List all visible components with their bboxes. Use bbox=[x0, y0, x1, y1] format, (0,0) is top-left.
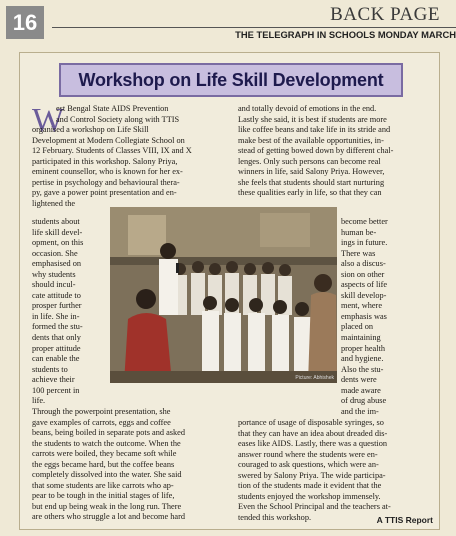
text-line: but end up being weak in the long run. There bbox=[32, 501, 182, 511]
text-line: Through the powerpoint presentation, she bbox=[32, 407, 171, 416]
text-line: the eggs became hard, but the coffee beans bbox=[32, 459, 175, 469]
text-line: opment, on this bbox=[32, 238, 84, 248]
text-line: emphasis was bbox=[341, 311, 387, 321]
text-line: make best of the available opportunities, in- bbox=[238, 135, 384, 145]
text-line: 100 percent in bbox=[32, 385, 80, 395]
text-line: 12 February. Students of Classes VIII, IX and X bbox=[32, 146, 192, 156]
left-narrow-column bbox=[32, 217, 106, 407]
text-line: est Bengal State AIDS Prevention bbox=[56, 104, 169, 113]
text-line: winners in life, said Salony Priya. However, bbox=[238, 167, 385, 177]
headline: Workshop on Life Skill Development bbox=[78, 69, 384, 90]
text-line: that some students are like carrots who ap- bbox=[32, 480, 174, 490]
text-line: life skill devel- bbox=[32, 227, 83, 237]
text-line: maintaining bbox=[341, 333, 381, 343]
masthead-rule bbox=[52, 27, 456, 28]
text-line: lenges. Only such persons can become real bbox=[238, 156, 381, 166]
text-line: pear to be tough in the initial stages of life, bbox=[32, 491, 175, 501]
text-line: she feels that students should start nurturing bbox=[238, 177, 385, 187]
text-line: achieve their bbox=[32, 375, 75, 385]
text-line: in life. She in- bbox=[32, 311, 80, 321]
byline: A TTIS Report bbox=[376, 515, 433, 525]
text-line: should incul- bbox=[32, 280, 76, 290]
right-bottom-paragraph bbox=[238, 418, 436, 523]
text-line: ment, where bbox=[341, 301, 383, 311]
text-line: completely dissolved into the water. She said bbox=[32, 470, 182, 480]
publication-line: THE TELEGRAPH IN SCHOOLS MONDAY MARCH bbox=[235, 29, 456, 40]
lead-paragraph bbox=[32, 104, 234, 209]
text-line: placed on bbox=[341, 322, 374, 332]
text-line: life. bbox=[32, 396, 46, 406]
right-top-paragraph bbox=[238, 104, 436, 199]
text-line: and totally devoid of emotions in the end. bbox=[238, 104, 377, 113]
text-line: tended this workshop. bbox=[238, 512, 312, 522]
text-line: py, gave a power point presentation and en- bbox=[32, 188, 177, 198]
text-line: sion on other bbox=[341, 269, 385, 279]
right-narrow-column bbox=[341, 217, 437, 417]
text-line: eases like AIDS. Lastly, there was a question bbox=[238, 439, 387, 449]
text-line: organised a workshop on Life Skill bbox=[32, 125, 149, 135]
left-bottom-paragraph bbox=[32, 407, 234, 523]
text-line: formed the stu- bbox=[32, 322, 83, 332]
article bbox=[19, 52, 440, 530]
text-line: are others who struggle a lot and become hard bbox=[32, 512, 185, 522]
text-line: tion of the students made it evident that the bbox=[238, 481, 382, 491]
text-line: portance of usage of disposable syringes, so bbox=[238, 418, 384, 427]
text-line: swered by Salony Priya. The wide participa- bbox=[238, 470, 386, 480]
text-line: dents that only bbox=[32, 333, 81, 343]
text-line: Even the School Principal and the teachers at- bbox=[238, 502, 391, 512]
headline-box bbox=[59, 63, 403, 97]
text-line: occasion. She bbox=[32, 248, 78, 258]
text-line: also a discus- bbox=[341, 259, 386, 269]
text-line: stead of getting bowed down by different chal- bbox=[238, 146, 394, 156]
text-line: proper attitude bbox=[32, 343, 81, 353]
text-line: can enable the bbox=[32, 354, 80, 364]
drop-cap: W bbox=[32, 102, 65, 139]
text-line: made aware bbox=[341, 385, 381, 395]
text-line: cate attitude to bbox=[32, 290, 81, 300]
text-line: pertise in psychology and behavioural thera- bbox=[32, 177, 180, 187]
text-line: participated in this workshop. Salony Priya, bbox=[32, 156, 178, 166]
text-line: that they can have an idea about dreaded dis- bbox=[238, 428, 388, 438]
page-number-badge: 16 bbox=[6, 6, 44, 39]
text-line: eminent counsellor, who is known for her ex- bbox=[32, 167, 183, 177]
text-line: these qualities early in life, so that they can bbox=[238, 188, 382, 198]
text-line: become better bbox=[341, 217, 388, 226]
text-line: carrots were boiled, they became soft while bbox=[32, 449, 177, 459]
text-line: There was bbox=[341, 248, 376, 258]
workshop-photo bbox=[110, 207, 337, 383]
text-line: emphasised on bbox=[32, 259, 82, 269]
text-line: Also the stu- bbox=[341, 364, 384, 374]
text-line: students enjoyed the workshop immensely. bbox=[238, 491, 381, 501]
section-title: BACK PAGE bbox=[330, 4, 440, 25]
text-line: answer round where the students were en- bbox=[238, 449, 378, 459]
text-line: ings in future. bbox=[341, 238, 388, 248]
text-line: lightened the bbox=[32, 198, 76, 208]
text-line: like coffee beans and take life in its stride and bbox=[238, 125, 391, 135]
text-line: skill develop- bbox=[341, 290, 387, 300]
text-line: aspects of life bbox=[341, 280, 388, 290]
text-line: and hygiene. bbox=[341, 354, 384, 364]
text-line: students to bbox=[32, 364, 68, 374]
text-line: Lastly she said, it is best if students are more bbox=[238, 114, 387, 124]
text-line: students about bbox=[32, 217, 80, 226]
text-line: proper health bbox=[341, 343, 386, 353]
text-line: gave examples of carrots, eggs and coffee bbox=[32, 417, 171, 427]
text-line: dents were bbox=[341, 375, 377, 385]
text-line: human be- bbox=[341, 227, 377, 237]
text-line: of drug abuse bbox=[341, 396, 387, 406]
text-line: Development at Modern Collegiate School on bbox=[32, 135, 185, 145]
text-line: and the im- bbox=[341, 406, 379, 416]
photo-credit: Picture: Abhishek bbox=[295, 375, 334, 381]
text-line: why students bbox=[32, 269, 76, 279]
text-line: beans, being boiled in separate pots and asked bbox=[32, 428, 185, 438]
text-line: couraged to ask questions, which were an- bbox=[238, 460, 379, 470]
text-line: and Control Society along with TTIS bbox=[56, 114, 180, 124]
text-line: prosper further bbox=[32, 301, 82, 311]
workshop-photo-illustration bbox=[110, 207, 337, 383]
text-line: the students to watch the outcome. When the bbox=[32, 438, 181, 448]
